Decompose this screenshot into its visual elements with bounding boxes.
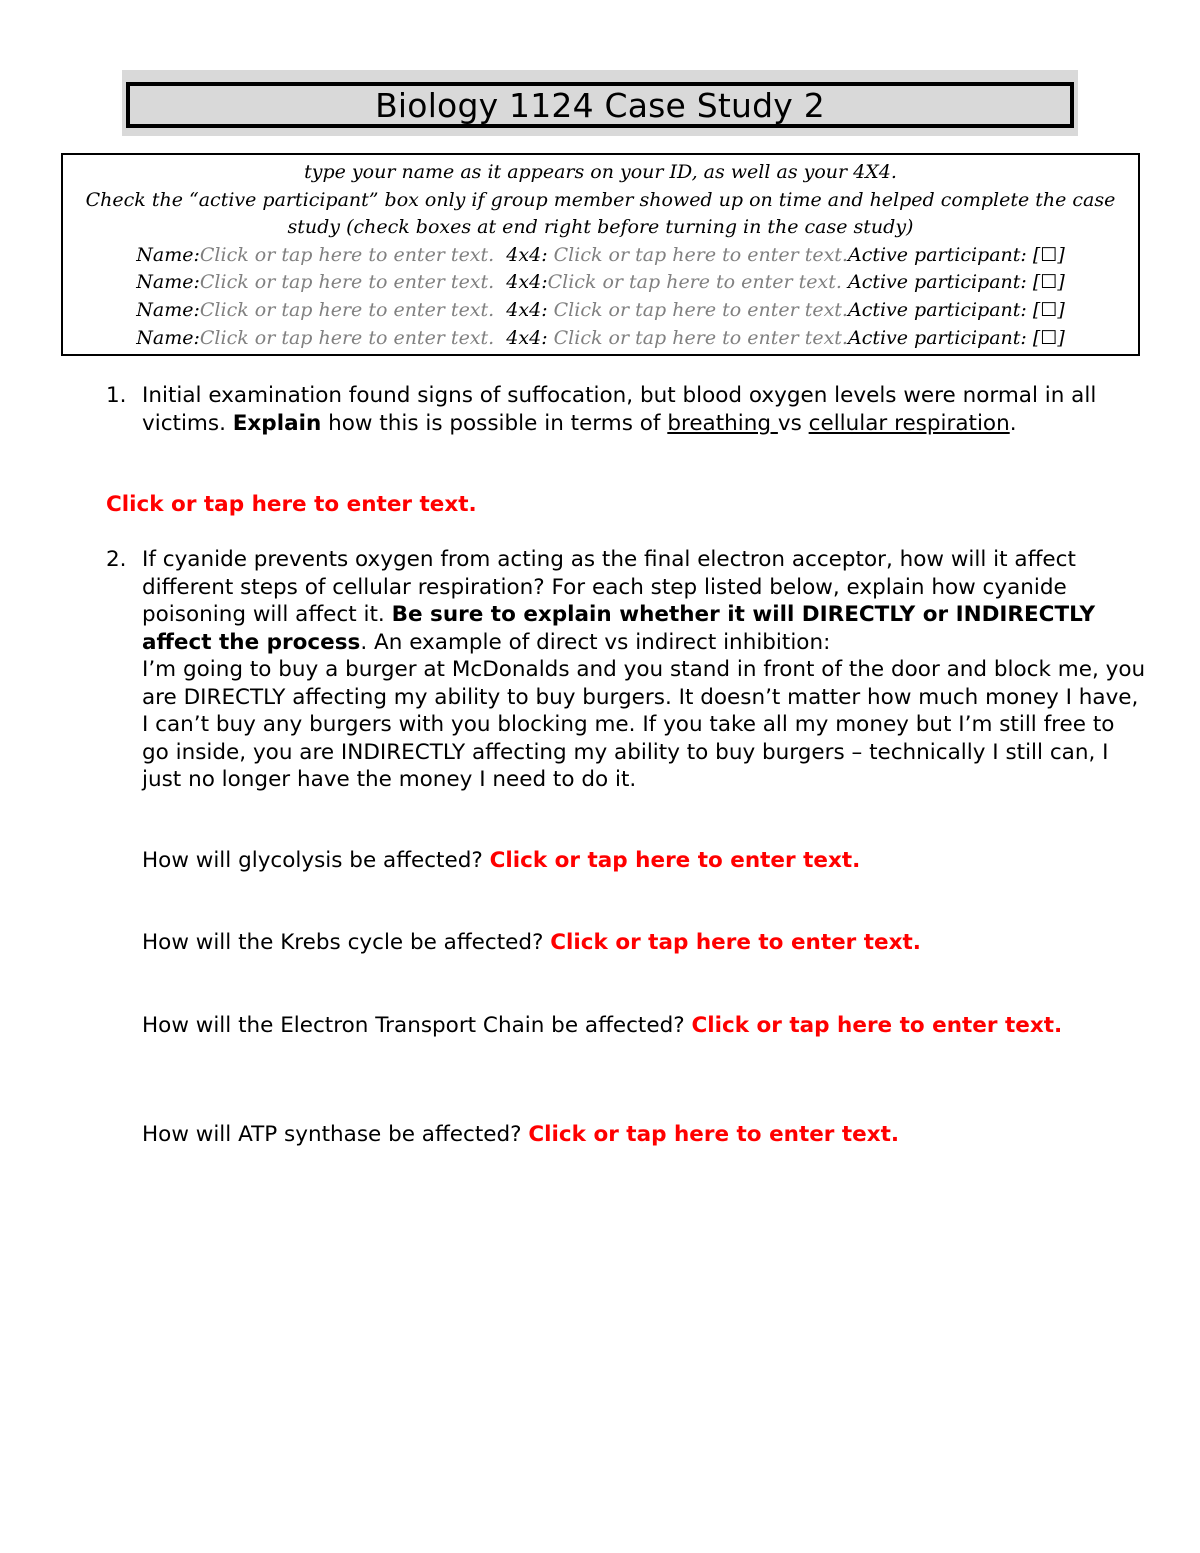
active-checkbox[interactable]: ☐ bbox=[1040, 298, 1058, 321]
sub-question-text: How will the Krebs cycle be affected? bbox=[142, 930, 551, 955]
participant-row bbox=[63, 242, 1138, 270]
answer-field[interactable]: Click or tap here to enter text. bbox=[550, 930, 921, 955]
q1-breathing: breathing bbox=[667, 410, 778, 436]
active-close: ] bbox=[1057, 298, 1065, 321]
question-number: 2. bbox=[106, 547, 127, 572]
active-close: ] bbox=[1057, 326, 1065, 349]
answer-field[interactable]: Click or tap here to enter text. bbox=[691, 1013, 1063, 1038]
question-1 bbox=[106, 382, 1146, 437]
x4-label: 4x4: bbox=[506, 298, 548, 321]
participant-row bbox=[63, 325, 1138, 353]
sub-question-text: How will the Electron Transport Chain be affected? bbox=[142, 1013, 692, 1038]
sub-question-text: How will glycolysis be affected? bbox=[142, 848, 490, 873]
sub-question-atp-synthase bbox=[142, 1121, 1132, 1149]
instructions-line-1: type your name as it appears on your ID, as well as your 4X4. bbox=[304, 161, 897, 183]
q2-bold-instruction: Be sure to explain whether it will DIRECTLY or INDIRECTLY affect the process bbox=[142, 602, 1096, 655]
participant-info-box bbox=[61, 153, 1140, 356]
name-label: Name: bbox=[136, 298, 200, 321]
q1-explain: Explain bbox=[232, 410, 322, 436]
x4-label: 4x4: bbox=[506, 326, 548, 349]
answer-field[interactable]: Click or tap here to enter text. bbox=[528, 1122, 900, 1147]
x4-field[interactable]: Click or tap here to enter text. bbox=[553, 243, 848, 266]
x4-label: 4x4: bbox=[506, 243, 548, 266]
x4-field[interactable]: Click or tap here to enter text. bbox=[547, 271, 842, 294]
sub-question-krebs bbox=[142, 929, 1132, 957]
q2-example: I’m going to buy a burger at McDonalds and you stand in front of the door and block me, you are DIRECTLY affecting my ability to buy burgers. It doesn’t matter how much money I have, I can’t buy any burgers with you blocking me. If you take all my money but I’m still free to go inside, you are INDIRECTLY affecting my ability to buy burgers – technically I still can, I just no longer have the money I need to do it. bbox=[142, 657, 1146, 792]
question-text bbox=[142, 382, 1146, 437]
active-label: Active participant: [ bbox=[847, 243, 1041, 266]
active-label: Active participant: [ bbox=[847, 298, 1041, 321]
x4-field[interactable]: Click or tap here to enter text. bbox=[553, 326, 848, 349]
name-label: Name: bbox=[136, 243, 200, 266]
sub-question-etc bbox=[142, 1012, 1132, 1040]
q1-text-c: vs bbox=[777, 410, 809, 436]
q2-text-a: If cyanide prevents oxygen from acting as the final electron acceptor, how will it affect different steps of cellular respiration? For each step listed below, explain how cyanide poisoning will affect it. bbox=[142, 547, 1076, 627]
active-checkbox[interactable]: ☐ bbox=[1040, 271, 1058, 294]
x4-field[interactable]: Click or tap here to enter text. bbox=[553, 298, 848, 321]
name-field[interactable]: Click or tap here to enter text. bbox=[199, 271, 495, 294]
participant-row bbox=[63, 269, 1138, 297]
q1-answer-field[interactable]: Click or tap here to enter text. bbox=[106, 492, 477, 517]
name-label: Name: bbox=[136, 326, 200, 349]
q2-text-b: . An example of direct vs indirect inhibition: bbox=[360, 629, 831, 655]
title-banner bbox=[122, 70, 1078, 136]
active-label: Active participant: [ bbox=[847, 326, 1041, 349]
q1-cellular-respiration: cellular respiration bbox=[808, 410, 1010, 436]
name-field[interactable]: Click or tap here to enter text. bbox=[199, 326, 495, 349]
name-field[interactable]: Click or tap here to enter text. bbox=[199, 298, 495, 321]
instructions-line-3: study (check boxes at end right before turning in the case study) bbox=[287, 216, 914, 239]
participant-row bbox=[63, 297, 1138, 325]
q1-text-b: how this is possible in terms of bbox=[321, 410, 668, 436]
active-close: ] bbox=[1057, 271, 1065, 294]
question-number: 1. bbox=[106, 383, 127, 408]
active-checkbox[interactable]: ☐ bbox=[1040, 243, 1058, 266]
name-field[interactable]: Click or tap here to enter text. bbox=[199, 243, 495, 266]
sub-question-glycolysis bbox=[142, 847, 1132, 875]
active-checkbox[interactable]: ☐ bbox=[1040, 326, 1058, 349]
sub-question-text: How will ATP synthase be affected? bbox=[142, 1122, 529, 1147]
instructions-line-2: Check the “active participant” box only if group member showed up on time and helped complete the case bbox=[85, 188, 1116, 211]
name-label: Name: bbox=[136, 271, 200, 294]
q1-text-d: . bbox=[1009, 410, 1017, 436]
question-text bbox=[142, 546, 1146, 794]
question-2 bbox=[106, 546, 1146, 794]
x4-label: 4x4: bbox=[506, 271, 548, 294]
answer-field[interactable]: Click or tap here to enter text. bbox=[489, 848, 861, 873]
active-label: Active participant: [ bbox=[847, 271, 1041, 294]
q1-text-a: Initial examination found signs of suffocation, but blood oxygen levels were normal in all victims. bbox=[142, 383, 1097, 436]
active-close: ] bbox=[1057, 243, 1065, 266]
page-title: Biology 1124 Case Study 2 bbox=[126, 82, 1074, 128]
